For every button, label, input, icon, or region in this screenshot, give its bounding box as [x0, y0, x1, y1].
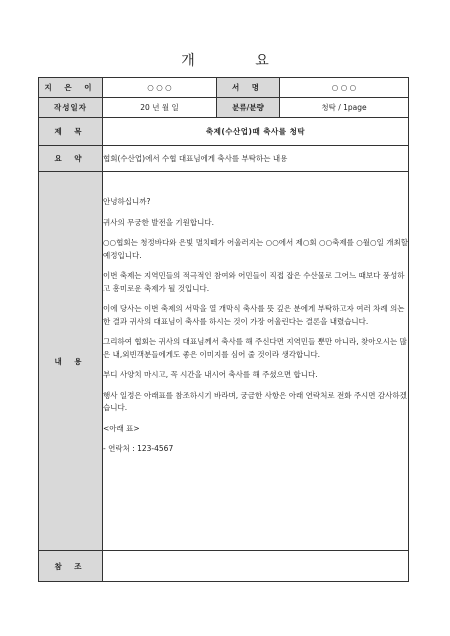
- document-title: 개 요: [181, 53, 297, 69]
- subject-value: 축제(수산업)때 축사를 청탁: [103, 118, 409, 146]
- paragraph: 부디 사양치 마시고, 꼭 시간을 내시어 축사를 해 주셨으면 합니다.: [103, 370, 318, 379]
- author-label: 지 은 이: [39, 78, 103, 98]
- paragraph: 안녕하십니까?: [103, 197, 151, 206]
- paragraph: 그리하여 협회는 귀사의 대표님께서 축사를 해 주신다면 지역민들 뿐만 아니라, 찾아오시는 많은 내,외빈객분들에게도 좋은 이미지를 심어 줄 것이라 생각합니다.: [103, 337, 407, 359]
- category-value: 청탁 / 1page: [280, 98, 409, 118]
- row-subject: [39, 118, 409, 146]
- reference-label: 참 조: [39, 551, 103, 582]
- reference-value: [103, 551, 409, 582]
- summary-value: 협회(수산업)에서 수협 대표님에게 축사를 부탁하는 내용: [103, 146, 409, 172]
- row-summary: [39, 146, 409, 172]
- author-value: ○ ○ ○: [103, 78, 217, 98]
- date-label: 작성일자: [39, 98, 103, 118]
- paragraph: 이번 축제는 지역민들의 적극적인 참여와 어민들이 직접 잡은 수산물로 그어느 때보다 풍성하고 흥미로운 축제가 될 것입니다.: [103, 271, 405, 293]
- pen-name-label: 서 명: [217, 78, 280, 98]
- row-content: [39, 172, 409, 551]
- paragraph: - 연락처 : 123-4567: [103, 444, 174, 453]
- row-date: [39, 98, 409, 118]
- content-label: 내 용: [39, 172, 103, 551]
- summary-form: [38, 77, 409, 582]
- paragraph: 이에 당사는 이번 축제의 서막을 열 개막식 축사를 뜻 깊은 분에게 부탁하고자 여러 차례 의논한 결과 귀사의 대표님이 축사를 하시는 것이 가장 어울린다는 결론을 내렸습니다.: [103, 304, 405, 326]
- date-value: 20 년 월 일: [103, 98, 217, 118]
- paragraph: 귀사의 무궁한 발전을 기원합니다.: [103, 217, 214, 227]
- paragraph: 행사 일정은 아래표를 참조하시기 바라며, 궁금한 사항은 아래 연락처로 전화 주시면 감사하겠습니다.: [103, 390, 407, 412]
- row-author: [39, 78, 409, 98]
- summary-label: 요 약: [39, 146, 103, 172]
- category-label: 분류/분량: [217, 98, 280, 118]
- content-body: [103, 172, 409, 551]
- paragraph: ○○협회는 청정바다와 은빛 멸치떼가 어울러지는 ○○에서 제○회 ○○축제를 ○월○일 개최할 예정입니다.: [103, 238, 408, 260]
- paragraph: <아래 표>: [103, 423, 140, 433]
- pen-name-value: ○ ○ ○: [280, 78, 409, 98]
- subject-label: 제 목: [39, 118, 103, 146]
- row-reference: [39, 551, 409, 582]
